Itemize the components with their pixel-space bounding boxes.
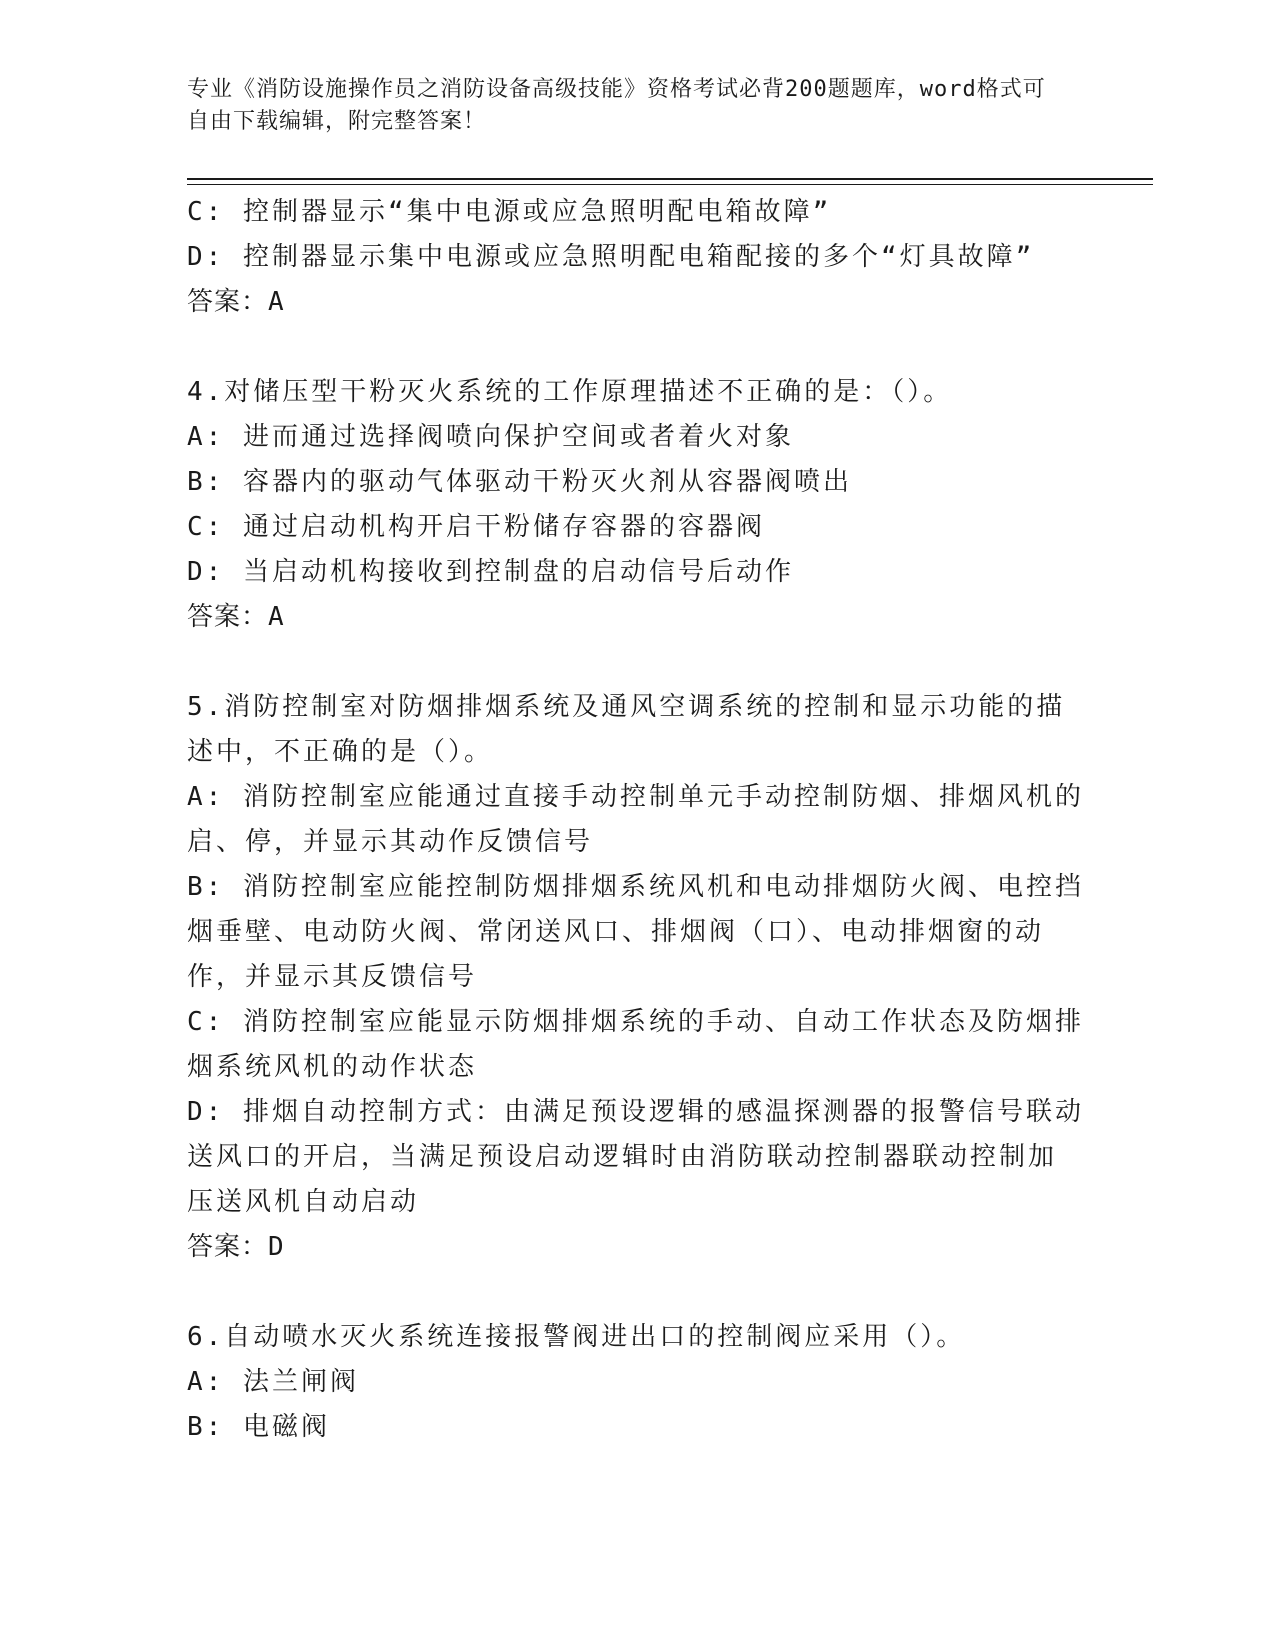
- answer-label: 答案：: [187, 602, 269, 632]
- question-5-option-c-line-2: 烟系统风机的动作状态: [187, 1052, 478, 1082]
- question-4-answer: [187, 595, 1087, 640]
- question-6-option-a: A: 法兰闸阀: [187, 1367, 359, 1397]
- question-5-option-b-line-1: B: 消防控制室应能控制防烟排烟系统风机和电动排烟防火阀、电控挡: [187, 872, 1084, 902]
- answer-label: 答案：: [187, 1232, 269, 1262]
- question-5-text-line-1: 5.消防控制室对防烟排烟系统及通风空调系统的控制和显示功能的描: [187, 692, 1066, 722]
- question-3-answer: [187, 280, 1087, 325]
- question-5-text-line-2: 述中，不正确的是（）。: [187, 737, 494, 767]
- document-header: 专业《消防设施操作员之消防设备高级技能》资格考试必背200题题库，word格式可自由下载编辑，附完整答案！: [187, 77, 1046, 134]
- question-5-option-d-line-3: 压送风机自动启动: [187, 1187, 420, 1217]
- header-rule-thin: [187, 184, 1153, 185]
- answer-value: D: [268, 1232, 285, 1262]
- question-3: [187, 190, 1087, 325]
- question-5-option-d-line-2: 送风口的开启，当满足预设启动逻辑时由消防联动控制器联动控制加: [187, 1142, 1058, 1172]
- question-6-text: 6.自动喷水灭火系统连接报警阀进出口的控制阀应采用（）。: [187, 1322, 966, 1352]
- question-4-option-b: B: 容器内的驱动气体驱动干粉灭火剂从容器阀喷出: [187, 467, 852, 497]
- question-5-option-a-line-2: 启、停，并显示其动作反馈信号: [187, 827, 594, 857]
- question-4: [187, 370, 1087, 640]
- question-6-option-b: B: 电磁阀: [187, 1412, 330, 1442]
- question-5-option-d-line-1: D: 排烟自动控制方式：由满足预设逻辑的感温探测器的报警信号联动: [187, 1097, 1084, 1127]
- question-4-text: 4.对储压型干粉灭火系统的工作原理描述不正确的是：（）。: [187, 377, 953, 407]
- question-4-option-d: D: 当启动机构接收到控制盘的启动信号后动作: [187, 557, 794, 587]
- answer-value: A: [268, 287, 285, 317]
- question-4-option-a: A: 进而通过选择阀喷向保护空间或者着火对象: [187, 422, 794, 452]
- question-4-option-c: C: 通过启动机构开启干粉储存容器的容器阀: [187, 512, 765, 542]
- question-content: [187, 190, 1087, 1450]
- question-6: [187, 1315, 1087, 1450]
- question-5-option-c-line-1: C: 消防控制室应能显示防烟排烟系统的手动、自动工作状态及防烟排: [187, 1007, 1084, 1037]
- question-5-option-b-line-2: 烟垂壁、电动防火阀、常闭送风口、排烟阀（口）、电动排烟窗的动: [187, 917, 1045, 947]
- question-3-option-d: D: 控制器显示集中电源或应急照明配电箱配接的多个“灯具故障”: [187, 242, 1035, 272]
- question-5-option-a-line-1: A: 消防控制室应能通过直接手动控制单元手动控制防烟、排烟风机的: [187, 782, 1084, 812]
- question-3-option-c: C: 控制器显示“集中电源或应急照明配电箱故障”: [187, 197, 832, 227]
- question-5-answer: [187, 1225, 1087, 1270]
- question-5: [187, 685, 1087, 1270]
- answer-label: 答案：: [187, 287, 269, 317]
- question-5-option-b-line-3: 作，并显示其反馈信号: [187, 962, 478, 992]
- header-rule-thick: [187, 178, 1153, 180]
- answer-value: A: [268, 602, 285, 632]
